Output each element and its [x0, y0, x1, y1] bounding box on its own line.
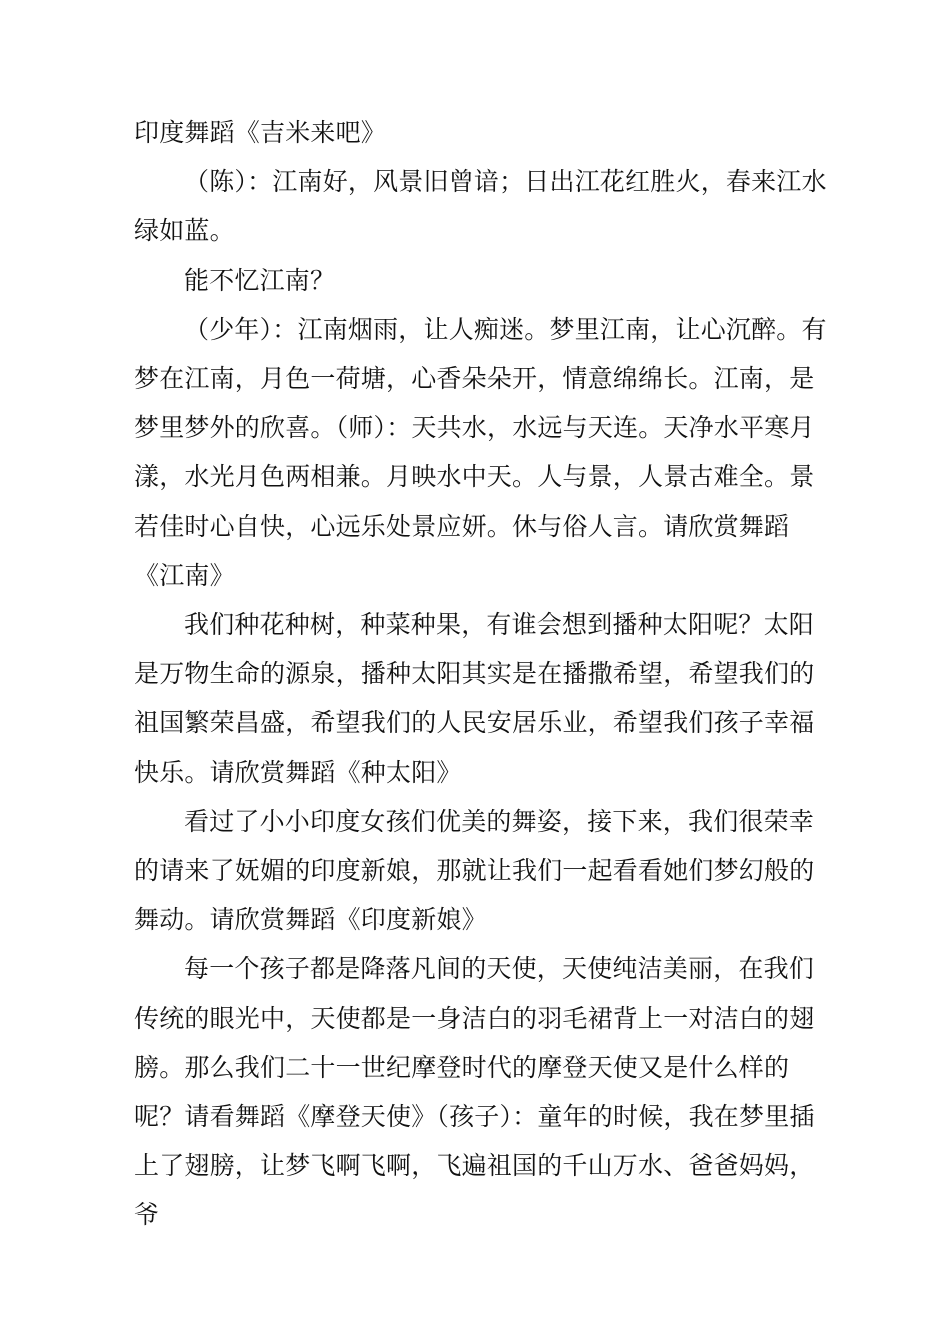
paragraph: 每一个孩子都是降落凡间的天使，天使纯洁美丽，在我们传统的眼光中，天使都是一身洁白的羽毛裙背上一对洁白的翅膀。那么我们二十一世纪摩登时代的摩登天使又是什么样的呢？请看舞蹈《摩登天使》（孩子）：童年的时候，我在梦里插上了翅膀，让梦飞啊飞啊，飞遍祖国的千山万水、爸爸妈妈，爷	[134, 954, 815, 1230]
paragraph: 看过了小小印度女孩们优美的舞姿，接下来，我们很荣幸的请来了妩媚的印度新娘，那就让我们一起看看她们梦幻般的舞动。请欣赏舞蹈《印度新娘》	[134, 806, 815, 935]
paragraph: 能不忆江南？	[184, 265, 336, 295]
paragraph: 我们种花种树，种菜种果，有谁会想到播种太阳呢？太阳是万物生命的源泉，播种太阳其实是在播撒希望，希望我们的祖国繁荣昌盛，希望我们的人民安居乐业，希望我们孩子幸福快乐。请欣赏舞蹈《种太阳》	[134, 610, 815, 787]
paragraph: （陈）：江南好，风景旧曾谙；日出江花红胜火，春来江水绿如蓝。	[134, 167, 827, 246]
document-body	[134, 108, 834, 1240]
paragraph: （少年）：江南烟雨，让人痴迷。梦里江南，让心沉醉。有梦在江南，月色一荷塘，心香朵朵开，情意绵绵长。江南，是梦里梦外的欣喜。（师）：天共水，水远与天连。天净水平寒月漾，水光月色两相兼。月映水中天。人与景，人景古难全。景若佳时心自快，心远乐处景应妍。休与俗人言。请欣赏舞蹈《江南》	[134, 314, 827, 590]
paragraph-title: 印度舞蹈《吉米来吧》	[134, 118, 387, 147]
